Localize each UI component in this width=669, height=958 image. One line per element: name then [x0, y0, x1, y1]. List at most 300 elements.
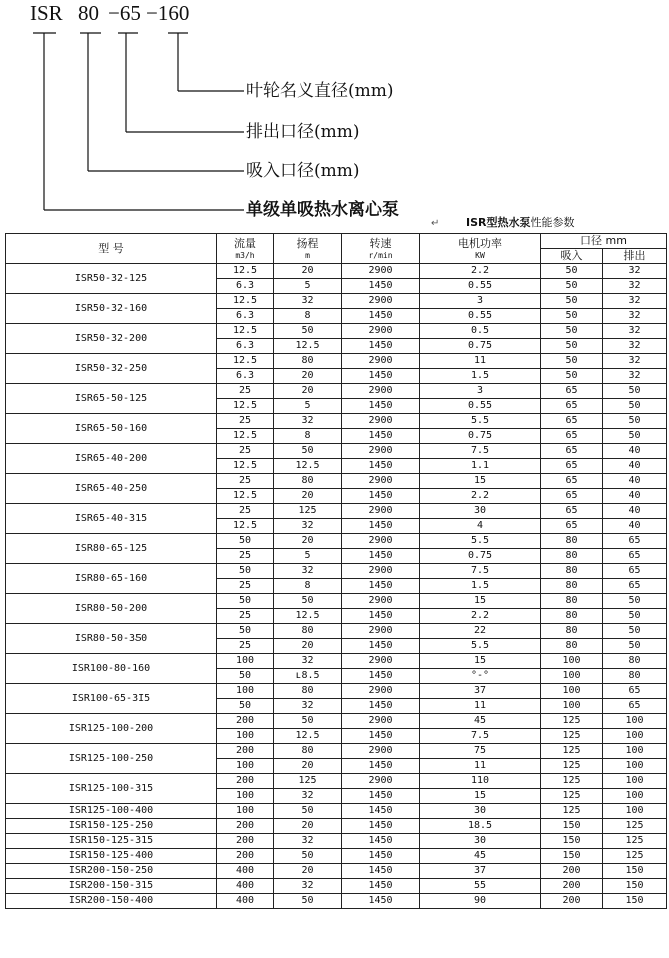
flow-cell: 12.5	[217, 399, 274, 414]
power-cell: 11	[420, 699, 541, 714]
header-flow-unit: m3/h	[235, 250, 255, 260]
speed-cell: 2900	[342, 264, 420, 279]
flow-cell: 50	[217, 534, 274, 549]
speed-cell: 1450	[342, 699, 420, 714]
model-cell: ISR125-100-400	[6, 804, 217, 819]
flow-cell: 12.5	[217, 459, 274, 474]
outlet-cell: 50	[603, 594, 667, 609]
flow-cell: 100	[217, 789, 274, 804]
legend-inlet-diameter: 吸入口径(mm)	[246, 161, 360, 181]
power-cell: 11	[420, 354, 541, 369]
inlet-cell: 200	[541, 879, 603, 894]
legend-impeller-diameter: 叶轮名义直径(mm)	[246, 81, 394, 101]
power-cell: 3	[420, 384, 541, 399]
power-cell: 7.5	[420, 564, 541, 579]
power-cell: 37	[420, 864, 541, 879]
power-cell: 15	[420, 594, 541, 609]
legend-outlet-diameter: 排出口径(mm)	[246, 122, 360, 142]
flow-cell: 400	[217, 894, 274, 909]
flow-cell: 25	[217, 474, 274, 489]
power-cell: 7.5	[420, 729, 541, 744]
inlet-cell: 65	[541, 384, 603, 399]
table-row	[6, 324, 667, 339]
power-cell: 37	[420, 684, 541, 699]
head-cell: 32	[274, 654, 342, 669]
speed-cell: 1450	[342, 579, 420, 594]
power-cell: 0.5	[420, 324, 541, 339]
inlet-cell: 50	[541, 279, 603, 294]
power-cell: 7.5	[420, 444, 541, 459]
head-cell: 8	[274, 309, 342, 324]
table-row	[6, 624, 667, 639]
speed-cell: 1450	[342, 489, 420, 504]
power-cell: 45	[420, 849, 541, 864]
inlet-cell: 150	[541, 834, 603, 849]
head-cell: 80	[274, 474, 342, 489]
outlet-cell: 150	[603, 879, 667, 894]
power-cell: 1.5	[420, 369, 541, 384]
speed-cell: 2900	[342, 714, 420, 729]
inlet-cell: 80	[541, 549, 603, 564]
outlet-cell: 40	[603, 474, 667, 489]
speed-cell: 2900	[342, 444, 420, 459]
header-power-unit: KW	[475, 250, 485, 260]
table-title-light: 性能参数	[530, 216, 575, 229]
head-cell: 5	[274, 279, 342, 294]
speed-cell: 1450	[342, 519, 420, 534]
inlet-cell: 80	[541, 609, 603, 624]
power-cell: 5.5	[420, 414, 541, 429]
inlet-cell: 125	[541, 729, 603, 744]
speed-cell: 1450	[342, 729, 420, 744]
table-title	[466, 214, 575, 230]
header-speed-label: 转速	[369, 236, 392, 250]
power-cell: 5.5	[420, 534, 541, 549]
header-diameter: 口径 mm	[541, 234, 667, 249]
inlet-cell: 65	[541, 504, 603, 519]
power-cell: 0.75	[420, 549, 541, 564]
inlet-cell: 80	[541, 624, 603, 639]
inlet-cell: 50	[541, 339, 603, 354]
head-cell: 12.5	[274, 339, 342, 354]
table-row	[6, 879, 667, 894]
model-cell: ISR80-65-125	[6, 534, 217, 564]
head-cell: 50	[274, 324, 342, 339]
flow-cell: 400	[217, 879, 274, 894]
head-cell: 20	[274, 639, 342, 654]
outlet-cell: 100	[603, 789, 667, 804]
outlet-cell: 40	[603, 504, 667, 519]
power-cell: 0.55	[420, 279, 541, 294]
inlet-cell: 125	[541, 759, 603, 774]
outlet-cell: 65	[603, 684, 667, 699]
table-row	[6, 354, 667, 369]
outlet-cell: 32	[603, 324, 667, 339]
flow-cell: 25	[217, 444, 274, 459]
model-cell: ISR100-65-3I5	[6, 684, 217, 714]
flow-cell: 100	[217, 654, 274, 669]
speed-cell: 1450	[342, 834, 420, 849]
flow-cell: 200	[217, 714, 274, 729]
table-row	[6, 564, 667, 579]
outlet-cell: 40	[603, 519, 667, 534]
power-cell: 5.5	[420, 639, 541, 654]
power-cell: 30	[420, 504, 541, 519]
head-cell: 8	[274, 579, 342, 594]
outlet-cell: 50	[603, 384, 667, 399]
head-cell: 80	[274, 744, 342, 759]
table-row	[6, 444, 667, 459]
outlet-cell: 40	[603, 444, 667, 459]
flow-cell: 25	[217, 384, 274, 399]
outlet-cell: 32	[603, 369, 667, 384]
head-cell: 125	[274, 774, 342, 789]
speed-cell: 1450	[342, 339, 420, 354]
table-row	[6, 819, 667, 834]
speed-cell: 2900	[342, 534, 420, 549]
outlet-cell: 100	[603, 744, 667, 759]
flow-cell: 200	[217, 744, 274, 759]
model-cell: ISR150-125-315	[6, 834, 217, 849]
table-row	[6, 504, 667, 519]
power-cell: 0.75	[420, 339, 541, 354]
head-cell: 50	[274, 849, 342, 864]
table-row	[6, 414, 667, 429]
header-head	[274, 234, 342, 264]
model-cell: ISR50-32-125	[6, 264, 217, 294]
model-cell: ISR65-40-250	[6, 474, 217, 504]
table-row	[6, 714, 667, 729]
inlet-cell: 50	[541, 309, 603, 324]
speed-cell: 2900	[342, 624, 420, 639]
speed-cell: 2900	[342, 684, 420, 699]
head-cell: 32	[274, 519, 342, 534]
head-cell: 32	[274, 789, 342, 804]
outlet-cell: 125	[603, 834, 667, 849]
flow-cell: 25	[217, 414, 274, 429]
inlet-cell: 80	[541, 594, 603, 609]
speed-cell: 2900	[342, 324, 420, 339]
head-cell: 12.5	[274, 459, 342, 474]
head-cell: 125	[274, 504, 342, 519]
outlet-cell: 50	[603, 399, 667, 414]
speed-cell: 1450	[342, 549, 420, 564]
speed-cell: 2900	[342, 474, 420, 489]
flow-cell: 50	[217, 624, 274, 639]
model-cell: ISR200-150-250	[6, 864, 217, 879]
inlet-cell: 200	[541, 894, 603, 909]
table-row	[6, 384, 667, 399]
code-inlet: 80	[78, 1, 99, 25]
flow-cell: 50	[217, 699, 274, 714]
model-code-diagram	[0, 0, 669, 232]
inlet-cell: 100	[541, 684, 603, 699]
power-cell: 45	[420, 714, 541, 729]
speed-cell: 1450	[342, 459, 420, 474]
head-cell: 32	[274, 414, 342, 429]
outlet-cell: 32	[603, 354, 667, 369]
flow-cell: 25	[217, 639, 274, 654]
flow-cell: 50	[217, 669, 274, 684]
head-cell: 20	[274, 489, 342, 504]
outlet-cell: 32	[603, 264, 667, 279]
speed-cell: 1450	[342, 879, 420, 894]
flow-cell: 25	[217, 504, 274, 519]
power-cell: °-°	[420, 669, 541, 684]
head-cell: 20	[274, 369, 342, 384]
power-cell: 15	[420, 789, 541, 804]
model-cell: ISR125-100-315	[6, 774, 217, 804]
inlet-cell: 65	[541, 474, 603, 489]
header-head-unit: m	[305, 250, 310, 260]
speed-cell: 2900	[342, 744, 420, 759]
inlet-cell: 65	[541, 414, 603, 429]
outlet-cell: 65	[603, 564, 667, 579]
head-cell: 32	[274, 879, 342, 894]
power-cell: 55	[420, 879, 541, 894]
flow-cell: 12.5	[217, 264, 274, 279]
model-cell: ISR65-50-160	[6, 414, 217, 444]
outlet-cell: 125	[603, 849, 667, 864]
outlet-cell: 50	[603, 624, 667, 639]
head-cell: 32	[274, 564, 342, 579]
power-cell: 4	[420, 519, 541, 534]
flow-cell: 50	[217, 594, 274, 609]
code-impeller: −160	[146, 1, 190, 25]
speed-cell: 1450	[342, 669, 420, 684]
head-cell: 12.5	[274, 729, 342, 744]
flow-cell: 100	[217, 684, 274, 699]
leader-lines	[0, 0, 669, 232]
table-row	[6, 864, 667, 879]
outlet-cell: 32	[603, 339, 667, 354]
table-row	[6, 654, 667, 669]
outlet-cell: 40	[603, 459, 667, 474]
model-cell: ISR150-125-400	[6, 849, 217, 864]
power-cell: 0.75	[420, 429, 541, 444]
head-cell: 50	[274, 594, 342, 609]
speed-cell: 1450	[342, 609, 420, 624]
speed-cell: 1450	[342, 429, 420, 444]
header-model: 型 号	[6, 234, 217, 264]
power-cell: 1.5	[420, 579, 541, 594]
flow-cell: 6.3	[217, 339, 274, 354]
power-cell: 30	[420, 834, 541, 849]
inlet-cell: 200	[541, 864, 603, 879]
table-row	[6, 294, 667, 309]
flow-cell: 12.5	[217, 294, 274, 309]
head-cell: 80	[274, 684, 342, 699]
model-cell: ISR65-40-200	[6, 444, 217, 474]
spec-table-wrap	[5, 233, 666, 909]
flow-cell: 6.3	[217, 279, 274, 294]
power-cell: 15	[420, 654, 541, 669]
inlet-cell: 50	[541, 264, 603, 279]
model-cell: ISR200-150-400	[6, 894, 217, 909]
table-row	[6, 774, 667, 789]
model-cell: ISR100-80-160	[6, 654, 217, 684]
outlet-cell: 50	[603, 639, 667, 654]
flow-cell: 12.5	[217, 324, 274, 339]
power-cell: 11	[420, 759, 541, 774]
power-cell: 75	[420, 744, 541, 759]
inlet-cell: 150	[541, 849, 603, 864]
table-row	[6, 534, 667, 549]
inlet-cell: 80	[541, 639, 603, 654]
speed-cell: 1450	[342, 789, 420, 804]
power-cell: 2.2	[420, 489, 541, 504]
header-inlet: 吸入	[541, 249, 603, 264]
power-cell: 90	[420, 894, 541, 909]
inlet-cell: 150	[541, 819, 603, 834]
inlet-cell: 65	[541, 429, 603, 444]
flow-cell: 12.5	[217, 489, 274, 504]
inlet-cell: 125	[541, 804, 603, 819]
speed-cell: 2900	[342, 384, 420, 399]
head-cell: ʟ8.5	[274, 669, 342, 684]
power-cell: 0.55	[420, 309, 541, 324]
speed-cell: 1450	[342, 759, 420, 774]
power-cell: 15	[420, 474, 541, 489]
model-cell: ISR125-100-200	[6, 714, 217, 744]
head-cell: 50	[274, 894, 342, 909]
head-cell: 80	[274, 624, 342, 639]
model-cell: ISR65-50-125	[6, 384, 217, 414]
head-cell: 32	[274, 834, 342, 849]
header-head-label: 扬程	[296, 236, 319, 250]
speed-cell: 2900	[342, 354, 420, 369]
table-row	[6, 744, 667, 759]
speed-cell: 2900	[342, 564, 420, 579]
outlet-cell: 100	[603, 774, 667, 789]
power-cell: 3	[420, 294, 541, 309]
inlet-cell: 125	[541, 714, 603, 729]
power-cell: 22	[420, 624, 541, 639]
speed-cell: 1450	[342, 849, 420, 864]
flow-cell: 200	[217, 819, 274, 834]
header-speed-unit: r/min	[368, 250, 393, 260]
model-cell: ISR150-125-250	[6, 819, 217, 834]
power-cell: 2.2	[420, 609, 541, 624]
flow-cell: 200	[217, 849, 274, 864]
power-cell: 18.5	[420, 819, 541, 834]
outlet-cell: 125	[603, 819, 667, 834]
inlet-cell: 80	[541, 564, 603, 579]
outlet-cell: 80	[603, 654, 667, 669]
table-row	[6, 264, 667, 279]
speed-cell: 2900	[342, 504, 420, 519]
model-cell: ISR125-100-250	[6, 744, 217, 774]
model-cell: ISR65-40-315	[6, 504, 217, 534]
power-cell: 1.1	[420, 459, 541, 474]
head-cell: 32	[274, 294, 342, 309]
head-cell: 50	[274, 804, 342, 819]
inlet-cell: 50	[541, 294, 603, 309]
legend-pump-type: 单级单吸热水离心泵	[246, 200, 399, 220]
table-row	[6, 474, 667, 489]
inlet-cell: 125	[541, 744, 603, 759]
table-row	[6, 804, 667, 819]
code-outlet: −65	[108, 1, 141, 25]
head-cell: 50	[274, 444, 342, 459]
inlet-cell: 125	[541, 774, 603, 789]
outlet-cell: 65	[603, 549, 667, 564]
inlet-cell: 50	[541, 354, 603, 369]
model-cell: ISR80-50-3Ƽ0	[6, 624, 217, 654]
outlet-cell: 80	[603, 669, 667, 684]
flow-cell: 12.5	[217, 354, 274, 369]
head-cell: 20	[274, 864, 342, 879]
header-flow	[217, 234, 274, 264]
speed-cell: 1450	[342, 369, 420, 384]
table-row	[6, 834, 667, 849]
inlet-cell: 65	[541, 444, 603, 459]
speed-cell: 1450	[342, 399, 420, 414]
speed-cell: 2900	[342, 654, 420, 669]
model-cell: ISR80-50-200	[6, 594, 217, 624]
spec-table-body	[6, 264, 667, 909]
outlet-cell: 100	[603, 714, 667, 729]
head-cell: 5	[274, 399, 342, 414]
inlet-cell: 50	[541, 369, 603, 384]
inlet-cell: 50	[541, 324, 603, 339]
inlet-cell: 125	[541, 789, 603, 804]
outlet-cell: 50	[603, 609, 667, 624]
outlet-cell: 50	[603, 414, 667, 429]
table-title-bold: ISR型热水泵	[466, 216, 531, 229]
flow-cell: 200	[217, 774, 274, 789]
outlet-cell: 65	[603, 579, 667, 594]
model-cell: ISR50-32-200	[6, 324, 217, 354]
inlet-cell: 100	[541, 699, 603, 714]
outlet-cell: 150	[603, 894, 667, 909]
flow-cell: 400	[217, 864, 274, 879]
head-cell: 5	[274, 549, 342, 564]
flow-cell: 25	[217, 549, 274, 564]
speed-cell: 1450	[342, 804, 420, 819]
header-outlet: 排出	[603, 249, 667, 264]
outlet-cell: 100	[603, 804, 667, 819]
inlet-cell: 65	[541, 399, 603, 414]
flow-cell: 6.3	[217, 369, 274, 384]
flow-cell: 100	[217, 729, 274, 744]
header-flow-label: 流量	[234, 236, 256, 250]
speed-cell: 1450	[342, 639, 420, 654]
speed-cell: 2900	[342, 774, 420, 789]
flow-cell: 100	[217, 759, 274, 774]
flow-cell: 25	[217, 579, 274, 594]
table-row	[6, 594, 667, 609]
model-cell: ISR50-32-250	[6, 354, 217, 384]
outlet-cell: 32	[603, 294, 667, 309]
head-cell: 20	[274, 264, 342, 279]
speed-cell: 1450	[342, 309, 420, 324]
outlet-cell: 32	[603, 279, 667, 294]
speed-cell: 2900	[342, 414, 420, 429]
outlet-cell: 100	[603, 729, 667, 744]
outlet-cell: 65	[603, 699, 667, 714]
head-cell: 20	[274, 384, 342, 399]
flow-cell: 200	[217, 834, 274, 849]
spec-table	[5, 233, 667, 909]
outlet-cell: 100	[603, 759, 667, 774]
head-cell: 8	[274, 429, 342, 444]
speed-cell: 1450	[342, 279, 420, 294]
table-row	[6, 684, 667, 699]
speed-cell: 1450	[342, 819, 420, 834]
power-cell: 2.2	[420, 264, 541, 279]
header-power	[420, 234, 541, 264]
